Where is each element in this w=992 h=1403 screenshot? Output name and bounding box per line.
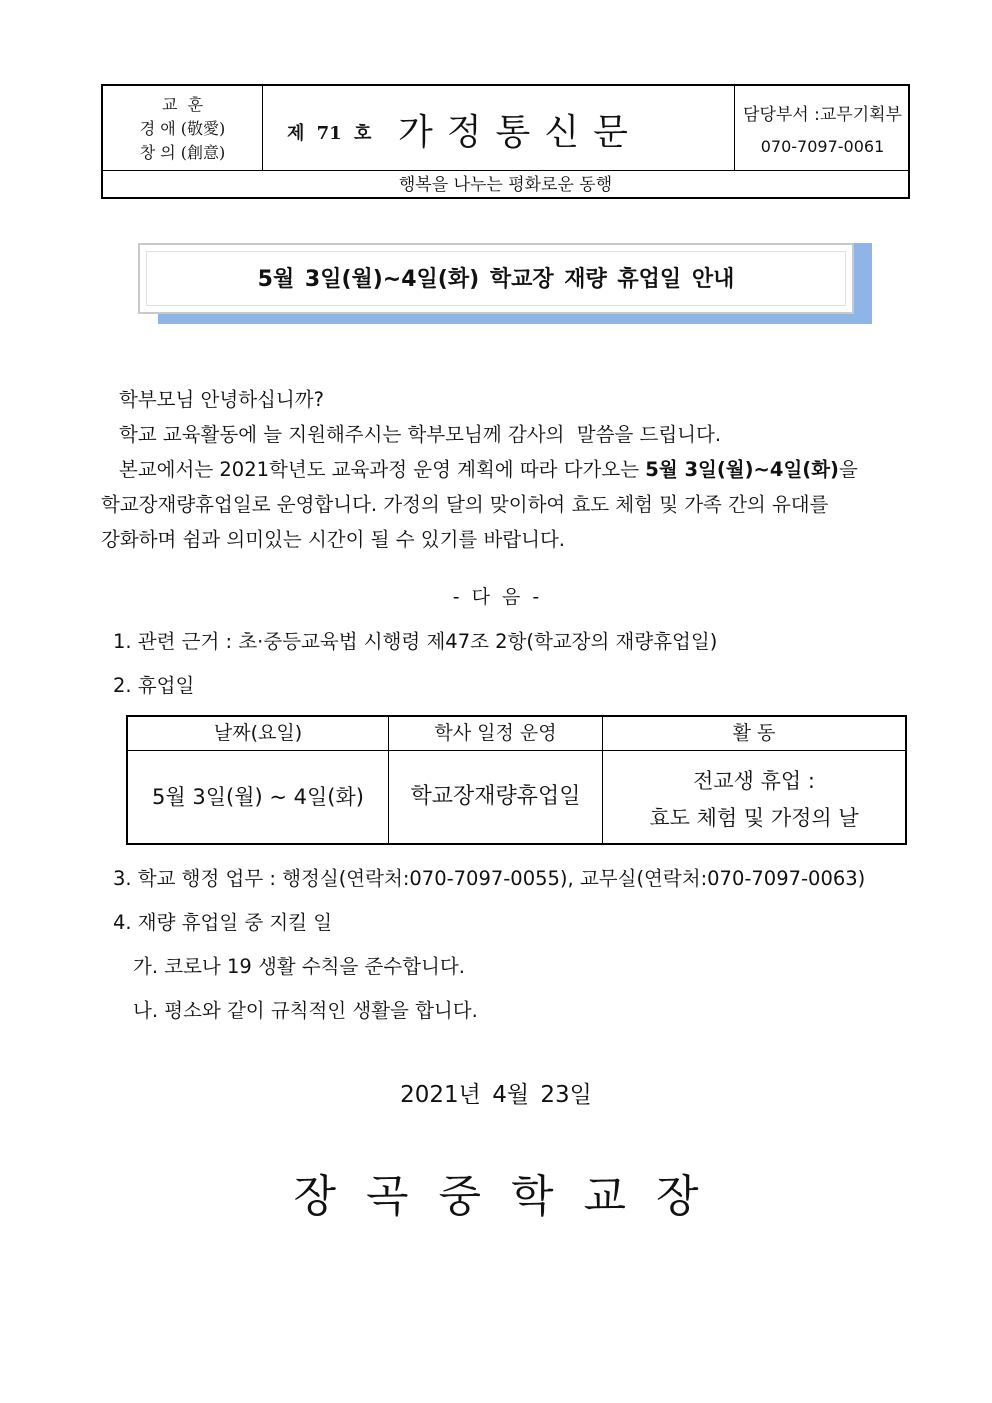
- department-name: 담당부서 :교무기획부: [743, 105, 902, 125]
- activity-line-2: 효도 체험 및 가정의 날: [649, 806, 859, 830]
- issue-cell: [263, 86, 735, 170]
- motto-title: 교 훈: [161, 95, 204, 114]
- school-slogan: 행복을 나누는 평화로운 동행: [103, 170, 908, 199]
- list-item-legal-basis: 1. 관련 근거 : 초·중등교육법 시행령 제47조 2항(학교장의 재량휴업일): [113, 630, 718, 653]
- motto-line-1: 경 애 (敬愛): [139, 119, 226, 138]
- table-cell-activity: [603, 751, 905, 843]
- notice-title: 5월 3일(월)~4일(화) 학교장 재량 휴업일 안내: [257, 267, 735, 292]
- main-paragraph-line-1: [119, 454, 931, 482]
- title-banner: [138, 243, 854, 314]
- principal-signature: 장곡중학교장: [293, 1171, 729, 1222]
- greeting-text: 학부모님 안녕하십니까?: [119, 388, 324, 411]
- list-subitem-routine: 나. 평소와 같이 규칙적인 생활을 합니다.: [133, 999, 478, 1022]
- table-cell-date: 5월 3일(월) ~ 4일(화): [128, 751, 389, 843]
- issue-date: 2021년 4월 23일: [400, 1082, 592, 1108]
- list-item-holiday: 2. 휴업일: [113, 674, 195, 697]
- main-paragraph-line-3: 강화하며 쉼과 의미있는 시간이 될 수 있기를 바랍니다.: [101, 528, 566, 551]
- main-paragraph-line-2: 학교장재량휴업일로 운영합니다. 가정의 달의 맞이하여 효도 체험 및 가족 간의 유대를: [101, 493, 829, 516]
- list-subitem-covid: 가. 코로나 19 생활 수칙을 준수합니다.: [133, 955, 465, 978]
- main-prefix: 본교에서는 2021학년도 교육과정 운영 계획에 따라 다가오는: [119, 458, 646, 481]
- list-item-admin: 3. 학교 행정 업무 : 행정실(연락처:070-7097-0055), 교무실(연락처:070-7097-0063): [113, 867, 866, 890]
- department-phone: 070-7097-0061: [760, 137, 885, 156]
- issue-number: 제 71 호: [287, 123, 372, 144]
- newsletter-header: [101, 84, 910, 199]
- table-header-activity: 활 동: [603, 717, 905, 751]
- table-header-date: 날짜(요일): [128, 717, 389, 751]
- holiday-table: [126, 715, 907, 845]
- newsletter-title: 가정통신문: [398, 112, 642, 153]
- holiday-dates-highlight: 5월 3일(월)~4일(화): [645, 458, 839, 481]
- activity-line-1: 전교생 휴업 :: [693, 769, 815, 793]
- table-header-schedule: 학사 일정 운영: [389, 717, 603, 751]
- department-cell: [735, 86, 910, 170]
- motto-line-2: 창 의 (創意): [139, 143, 226, 162]
- school-motto: [103, 86, 263, 170]
- thanks-text: 학교 교육활동에 늘 지원해주시는 학부모님께 감사의 말씀을 드립니다.: [119, 423, 722, 446]
- table-cell-schedule: 학교장재량휴업일: [389, 751, 603, 843]
- main-suffix: 을: [838, 458, 858, 481]
- list-item-rules: 4. 재량 휴업일 중 지킬 일: [113, 911, 333, 934]
- next-heading: - 다 음 -: [452, 586, 540, 608]
